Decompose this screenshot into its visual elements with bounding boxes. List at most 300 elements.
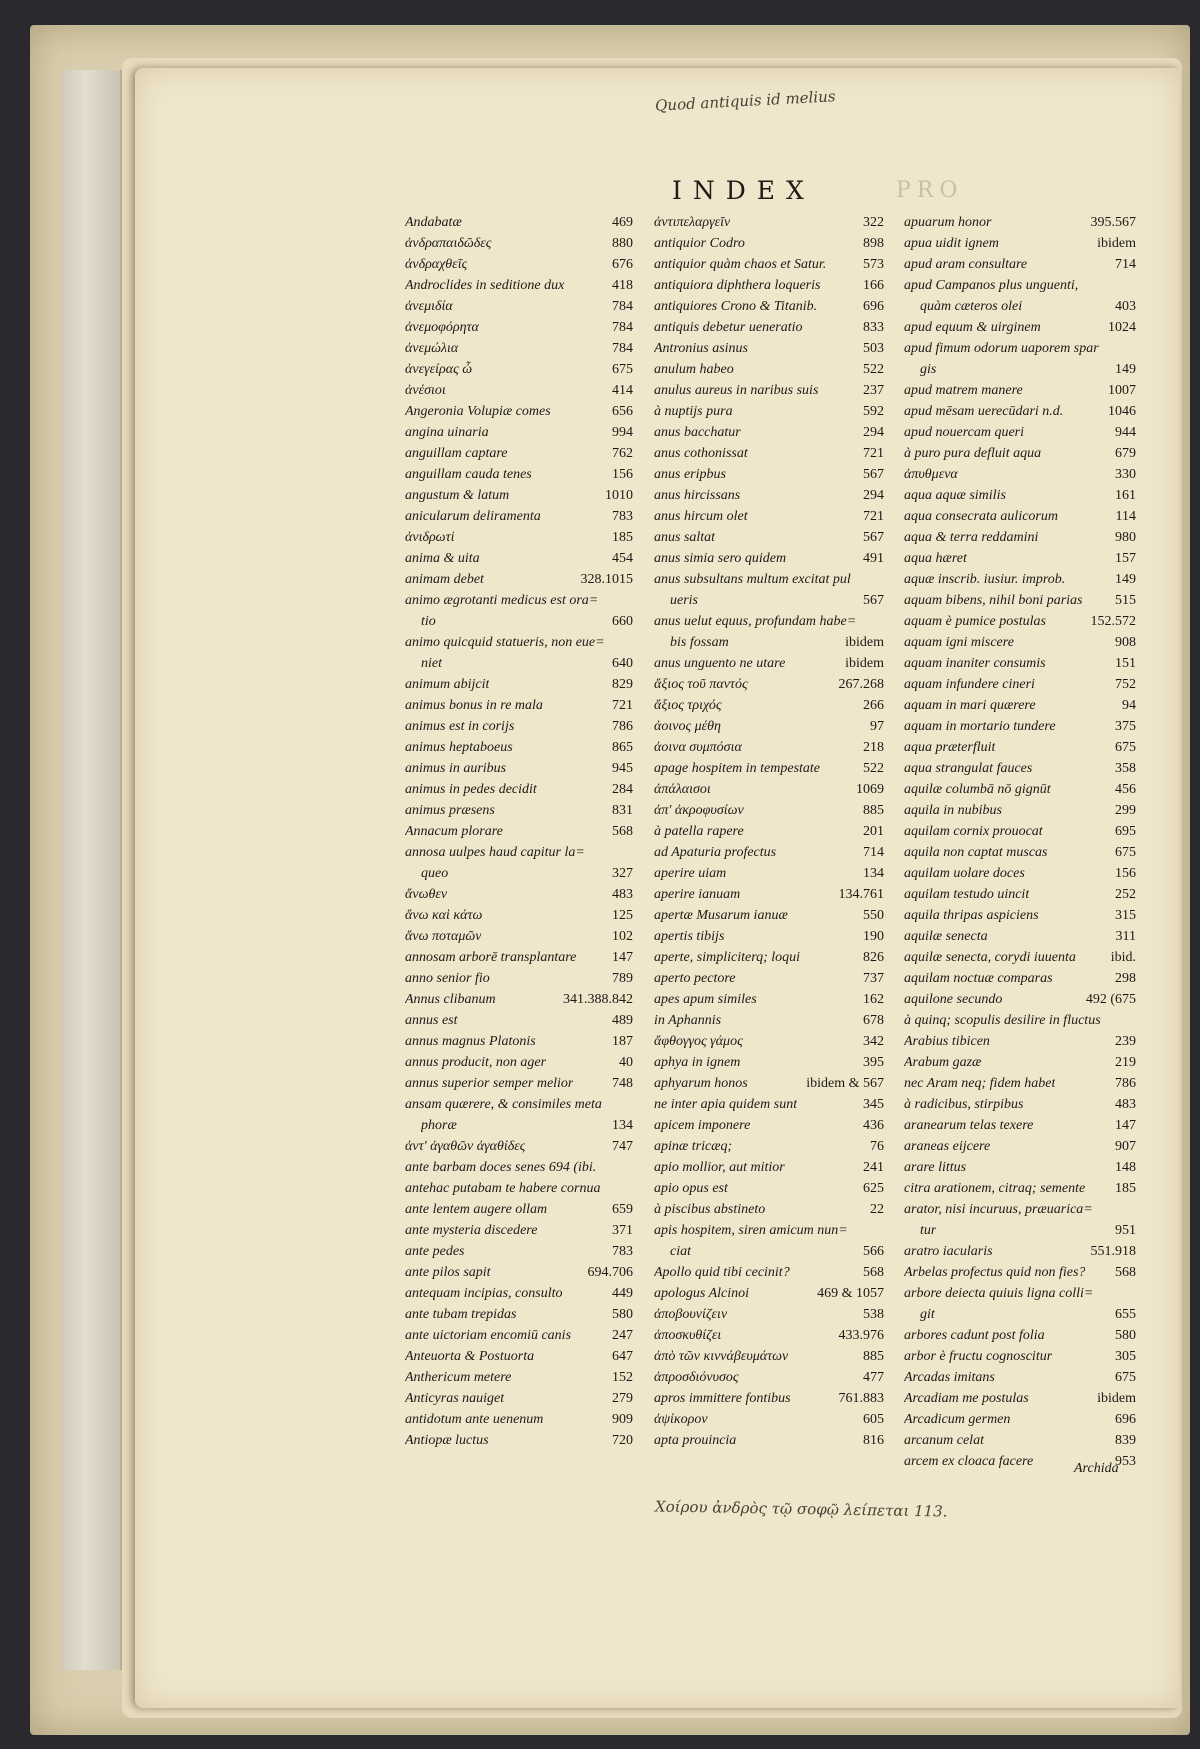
entry-term: ἀπυθμενα	[904, 467, 958, 482]
entry-page-ref: 166	[863, 278, 884, 293]
entry-page-ref: 551.918	[1090, 1244, 1136, 1259]
entry-term: aranearum telas texere	[904, 1118, 1034, 1133]
entry-page-ref: 592	[863, 404, 884, 419]
entry-term: aquilone secundo	[904, 992, 1003, 1007]
index-entry	[654, 275, 884, 296]
entry-term: antiquis debetur ueneratio	[654, 320, 803, 335]
index-entry	[904, 632, 1136, 653]
entry-page-ref: 675	[1115, 845, 1136, 860]
entry-page-ref: 149	[1115, 572, 1136, 587]
entry-term: ἀπάλαισοι	[654, 782, 711, 797]
index-entry	[904, 569, 1136, 590]
index-entry	[405, 254, 633, 275]
entry-page-ref: 786	[1115, 1076, 1136, 1091]
entry-term: ante lentem augere ollam	[405, 1202, 548, 1217]
index-entry	[405, 1157, 633, 1178]
index-entry	[405, 590, 633, 611]
entry-page-ref: 134	[612, 1118, 633, 1133]
entry-term: anus subsultans multum excitat pul	[654, 572, 851, 587]
entry-term: Anteuorta & Postuorta	[405, 1349, 535, 1364]
entry-page-ref: 342	[863, 1034, 884, 1049]
entry-term: anus eripbus	[654, 467, 726, 482]
entry-term: git	[920, 1307, 935, 1322]
entry-page-ref: 358	[1115, 761, 1136, 776]
entry-page-ref: 786	[612, 719, 633, 734]
index-entry	[904, 653, 1136, 674]
entry-page-ref: 784	[612, 320, 633, 335]
index-entry	[405, 1115, 633, 1136]
entry-page-ref: 737	[863, 971, 884, 986]
entry-page-ref: 714	[1115, 257, 1136, 272]
entry-page-ref: 247	[612, 1328, 633, 1343]
entry-term: ante mysteria discedere	[405, 1223, 538, 1238]
index-entry	[904, 1010, 1136, 1031]
index-entry	[904, 548, 1136, 569]
book-spine	[62, 70, 122, 1670]
entry-term: Arabius tibicen	[904, 1034, 990, 1049]
entry-term: anima & uita	[405, 551, 480, 566]
index-entry	[904, 1199, 1136, 1220]
entry-page-ref: 114	[1115, 509, 1136, 524]
entry-page-ref: 1007	[1108, 383, 1136, 398]
entry-page-ref: 625	[863, 1181, 884, 1196]
entry-term: ἄνω ποταμῶν	[405, 929, 482, 944]
index-entry	[904, 1136, 1136, 1157]
entry-page-ref: 522	[863, 362, 884, 377]
entry-page-ref: 469	[612, 215, 633, 230]
index-entry	[904, 674, 1136, 695]
entry-page-ref: 298	[1115, 971, 1136, 986]
entry-page-ref: 152	[612, 1370, 633, 1385]
entry-term: Anticyras nauiget	[405, 1391, 505, 1406]
entry-page-ref: 418	[612, 278, 633, 293]
entry-page-ref: 944	[1115, 425, 1136, 440]
entry-page-ref: 503	[863, 341, 884, 356]
entry-term: animum abijcit	[405, 677, 490, 692]
entry-term: aquilam cornix prouocat	[904, 824, 1043, 839]
index-entry	[405, 905, 633, 926]
entry-term: anicularum deliramenta	[405, 509, 541, 524]
entry-page-ref: 483	[612, 887, 633, 902]
entry-term: aquilam noctuæ comparas	[904, 971, 1053, 986]
index-entry	[654, 989, 884, 1010]
entry-page-ref: 492 (675	[1085, 992, 1136, 1007]
entry-page-ref: 568	[612, 824, 633, 839]
entry-page-ref: 267.268	[838, 677, 884, 692]
index-entry	[904, 1388, 1136, 1409]
entry-term: apicem imponere	[654, 1118, 751, 1133]
index-entry	[654, 863, 884, 884]
entry-page-ref: 783	[612, 509, 633, 524]
entry-term: Apollo quid tibi cecinit?	[654, 1265, 790, 1280]
entry-term: animus heptaboeus	[405, 740, 513, 755]
entry-term: ἄφθογγος γάμος	[654, 1034, 743, 1049]
entry-term: ἀπὸ τῶν κιννάβευμάτων	[654, 1349, 789, 1364]
entry-page-ref: 219	[1115, 1055, 1136, 1070]
entry-term: animo quicquid statueris, non eue=	[405, 635, 605, 650]
index-entry	[904, 1157, 1136, 1178]
entry-page-ref: 148	[1115, 1160, 1136, 1175]
index-entry	[904, 1325, 1136, 1346]
index-entry	[904, 1241, 1136, 1262]
entry-term: ἄνω καὶ κάτω	[405, 908, 483, 923]
entry-page-ref: 907	[1115, 1139, 1136, 1154]
entry-page-ref: 826	[863, 950, 884, 965]
entry-page-ref: 761.883	[838, 1391, 884, 1406]
index-entry	[405, 1367, 633, 1388]
index-column-1	[405, 212, 633, 1451]
index-entry	[654, 1031, 884, 1052]
entry-term: anulus aureus in naribus suis	[654, 383, 819, 398]
index-entry	[904, 1409, 1136, 1430]
index-entry	[405, 1325, 633, 1346]
entry-term: antiquior Codro	[654, 236, 745, 251]
entry-term: Arcadicum germen	[904, 1412, 1011, 1427]
index-entry	[405, 359, 633, 380]
entry-term: ἀνδραπαιδῶδες	[405, 236, 492, 251]
index-entry	[654, 968, 884, 989]
index-entry	[405, 1388, 633, 1409]
index-entry	[405, 275, 633, 296]
entry-page-ref: 134.761	[838, 887, 884, 902]
entry-page-ref: 789	[612, 971, 633, 986]
entry-page-ref: 721	[863, 509, 884, 524]
index-entry	[654, 947, 884, 968]
index-entry	[405, 338, 633, 359]
entry-term: angina uinaria	[405, 425, 489, 440]
entry-page-ref: 489	[612, 1013, 633, 1028]
entry-term: ἀνεμοφόρητα	[405, 320, 479, 335]
entry-term: à nuptijs pura	[654, 404, 733, 419]
entry-term: apros immittere fontibus	[654, 1391, 791, 1406]
entry-page-ref: 328.1015	[580, 572, 633, 587]
entry-page-ref: 305	[1115, 1349, 1136, 1364]
index-entry	[654, 800, 884, 821]
index-entry	[904, 989, 1136, 1010]
entry-term: ἀνεμώλια	[405, 341, 459, 356]
entry-term: apinæ tricæq;	[654, 1139, 733, 1154]
entry-page-ref: 696	[1115, 1412, 1136, 1427]
entry-term: ἀντιπελαργεῖν	[654, 215, 731, 230]
index-entry	[654, 401, 884, 422]
entry-page-ref: 980	[1115, 530, 1136, 545]
entry-page-ref: 1024	[1108, 320, 1136, 335]
index-entry	[654, 779, 884, 800]
entry-page-ref: 102	[612, 929, 633, 944]
index-entry	[654, 1157, 884, 1178]
entry-page-ref: 831	[612, 803, 633, 818]
entry-term: ἀνιδρωτί	[405, 530, 455, 545]
entry-term: apud aram consultare	[904, 257, 1028, 272]
entry-term: anulum habeo	[654, 362, 734, 377]
entry-page-ref: 403	[1115, 299, 1136, 314]
entry-term: phoræ	[421, 1118, 457, 1133]
entry-page-ref: 647	[612, 1349, 633, 1364]
entry-term: ἀοινος μέθη	[654, 719, 721, 734]
index-entry	[904, 359, 1136, 380]
entry-page-ref: 156	[1115, 866, 1136, 881]
index-entry	[904, 1094, 1136, 1115]
index-entry	[904, 485, 1136, 506]
index-entry	[654, 1136, 884, 1157]
entry-page-ref: 655	[1115, 1307, 1136, 1322]
index-entry	[654, 842, 884, 863]
entry-page-ref: 454	[612, 551, 633, 566]
entry-page-ref: 456	[1115, 782, 1136, 797]
entry-term: ἀνδραχθεῖς	[405, 257, 468, 272]
entry-page-ref: 147	[1115, 1118, 1136, 1133]
entry-term: aqua hæret	[904, 551, 967, 566]
index-entry	[904, 842, 1136, 863]
entry-page-ref: 748	[612, 1076, 633, 1091]
entry-term: annus superior semper melior	[405, 1076, 574, 1091]
index-entry	[654, 1430, 884, 1451]
index-entry	[654, 233, 884, 254]
entry-term: annus producit, non ager	[405, 1055, 547, 1070]
index-entry	[904, 863, 1136, 884]
entry-term: aperto pectore	[654, 971, 736, 986]
entry-term: annus est	[405, 1013, 458, 1028]
entry-term: ἀνεμιδία	[405, 299, 453, 314]
entry-term: aquam infundere cineri	[904, 677, 1035, 692]
entry-page-ref: 816	[863, 1433, 884, 1448]
entry-page-ref: 134	[863, 866, 884, 881]
entry-page-ref: 237	[863, 383, 884, 398]
entry-term: à piscibus abstineto	[654, 1202, 766, 1217]
show-through-heading: PRO	[896, 178, 964, 203]
entry-term: nec Aram neq; fidem habet	[904, 1076, 1056, 1091]
index-entry	[405, 716, 633, 737]
entry-page-ref: 76	[870, 1139, 884, 1154]
index-entry	[405, 632, 633, 653]
index-entry	[654, 1388, 884, 1409]
index-entry	[405, 401, 633, 422]
index-entry	[904, 716, 1136, 737]
entry-term: apertæ Musarum ianuæ	[654, 908, 788, 923]
index-entry	[654, 1220, 884, 1241]
entry-term: aquam in mortario tundere	[904, 719, 1056, 734]
entry-page-ref: 341.388.842	[563, 992, 633, 1007]
entry-term: aquila thripas aspiciens	[904, 908, 1039, 923]
entry-page-ref: 345	[863, 1097, 884, 1112]
entry-page-ref: 580	[612, 1307, 633, 1322]
entry-page-ref: 241	[863, 1160, 884, 1175]
entry-term: antehac putabam te habere cornua	[405, 1181, 601, 1196]
entry-page-ref: 676	[612, 257, 633, 272]
entry-page-ref: 433.976	[838, 1328, 884, 1343]
entry-term: arbor è fructu cognoscitur	[904, 1349, 1053, 1364]
entry-page-ref: 659	[612, 1202, 633, 1217]
index-entry	[654, 296, 884, 317]
entry-page-ref: 294	[863, 488, 884, 503]
entry-term: araneas eijcere	[904, 1139, 991, 1154]
entry-page-ref: 675	[1115, 1370, 1136, 1385]
index-entry	[405, 1283, 633, 1304]
index-entry	[904, 737, 1136, 758]
entry-term: Andabatæ	[405, 215, 462, 230]
entry-page-ref: 880	[612, 236, 633, 251]
entry-page-ref: 747	[612, 1139, 633, 1154]
index-entry	[904, 296, 1136, 317]
entry-term: apes apum similes	[654, 992, 757, 1007]
index-entry	[654, 1115, 884, 1136]
entry-page-ref: 491	[863, 551, 884, 566]
entry-term: apud matrem manere	[904, 383, 1023, 398]
index-entry	[904, 1262, 1136, 1283]
index-entry	[904, 611, 1136, 632]
entry-page-ref: 201	[863, 824, 884, 839]
index-entry	[654, 821, 884, 842]
entry-term: arator, nisi incuruus, præuarica=	[904, 1202, 1093, 1217]
entry-page-ref: 315	[1115, 908, 1136, 923]
entry-page-ref: 185	[1115, 1181, 1136, 1196]
index-entry	[405, 1262, 633, 1283]
index-entry	[904, 758, 1136, 779]
handwritten-note-top: Quod antiquis id melius	[654, 87, 836, 115]
index-entry	[904, 380, 1136, 401]
entry-term: ansam quærere, & consimiles meta	[405, 1097, 602, 1112]
catchword: Archida	[1074, 1461, 1119, 1476]
entry-page-ref: 721	[863, 446, 884, 461]
entry-page-ref: 1069	[856, 782, 884, 797]
entry-term: tio	[421, 614, 436, 629]
entry-term: aquila non captat muscas	[904, 845, 1048, 860]
entry-term: ne inter apia quidem sunt	[654, 1097, 798, 1112]
entry-term: anus cothonissat	[654, 446, 748, 461]
index-entry	[654, 1325, 884, 1346]
index-entry	[654, 1346, 884, 1367]
index-entry	[405, 1241, 633, 1262]
index-entry	[654, 737, 884, 758]
entry-term: apud Campanos plus unguenti,	[904, 278, 1079, 293]
index-entry	[654, 674, 884, 695]
index-entry	[654, 422, 884, 443]
entry-page-ref: 784	[612, 299, 633, 314]
index-entry	[654, 905, 884, 926]
entry-term: Anthericum metere	[405, 1370, 512, 1385]
index-entry	[904, 527, 1136, 548]
index-column-3	[904, 212, 1136, 1472]
index-entry	[654, 611, 884, 632]
index-entry	[405, 800, 633, 821]
entry-term: animus in auribus	[405, 761, 507, 776]
index-entry	[904, 1367, 1136, 1388]
entry-term: animo ægrotanti medicus est ora=	[405, 593, 599, 608]
entry-term: arare littus	[904, 1160, 967, 1175]
index-entry	[405, 296, 633, 317]
entry-page-ref: 784	[612, 341, 633, 356]
entry-term: apio mollior, aut mitior	[654, 1160, 785, 1175]
index-entry	[904, 1220, 1136, 1241]
entry-page-ref: 953	[1115, 1454, 1136, 1469]
index-entry	[904, 338, 1136, 359]
entry-page-ref: 675	[1115, 740, 1136, 755]
entry-term: apologus Alcinoi	[654, 1286, 750, 1301]
entry-term: Angeronia Volupiæ comes	[405, 404, 551, 419]
index-entry	[654, 1052, 884, 1073]
entry-page-ref: 580	[1115, 1328, 1136, 1343]
index-entry	[904, 464, 1136, 485]
index-entry	[904, 1346, 1136, 1367]
entry-page-ref: 675	[612, 362, 633, 377]
index-entry	[405, 527, 633, 548]
entry-page-ref: 573	[863, 257, 884, 272]
entry-page-ref: 679	[1115, 446, 1136, 461]
entry-term: apta prouincia	[654, 1433, 737, 1448]
entry-term: animus præsens	[405, 803, 495, 818]
entry-term: Androclides in seditione dux	[405, 278, 565, 293]
entry-term: antequam incipias, consulto	[405, 1286, 563, 1301]
index-entry	[654, 1178, 884, 1199]
index-entry	[405, 422, 633, 443]
entry-page-ref: ibidem	[1097, 1391, 1136, 1406]
entry-page-ref: 483	[1115, 1097, 1136, 1112]
index-entry	[654, 338, 884, 359]
index-entry	[654, 443, 884, 464]
entry-term: à quinq; scopulis desilire in fluctus	[904, 1013, 1101, 1028]
entry-page-ref: 449	[612, 1286, 633, 1301]
entry-page-ref: 299	[1115, 803, 1136, 818]
entry-term: ueris	[670, 593, 698, 608]
index-entry	[654, 506, 884, 527]
entry-page-ref: ibid.	[1110, 950, 1136, 965]
entry-page-ref: 149	[1115, 362, 1136, 377]
index-entry	[904, 926, 1136, 947]
index-entry	[405, 1409, 633, 1430]
entry-page-ref: 568	[863, 1265, 884, 1280]
entry-page-ref: 696	[863, 299, 884, 314]
entry-page-ref: 371	[612, 1223, 633, 1238]
handwritten-note-bottom: Χοίρου ἀνδρὸς τῷ σοφῷ λείπεται 113.	[654, 1497, 948, 1521]
index-entry	[405, 653, 633, 674]
entry-term: aratro iacularis	[904, 1244, 993, 1259]
entry-term: antiquior quàm chaos et Satur.	[654, 257, 827, 272]
entry-page-ref: 266	[863, 698, 884, 713]
entry-page-ref: 752	[1115, 677, 1136, 692]
entry-term: ante barbam doces senes 694 (ibi.	[405, 1160, 597, 1175]
entry-page-ref: 436	[863, 1118, 884, 1133]
index-entry	[904, 422, 1136, 443]
entry-term: aquila in nubibus	[904, 803, 1003, 818]
index-entry	[904, 905, 1136, 926]
page-title: INDEX	[672, 176, 815, 205]
entry-page-ref: 660	[612, 614, 633, 629]
entry-term: Arcadiam me postulas	[904, 1391, 1029, 1406]
index-entry	[405, 548, 633, 569]
index-entry	[405, 1052, 633, 1073]
index-entry	[654, 1409, 884, 1430]
index-entry	[904, 884, 1136, 905]
index-entry	[405, 821, 633, 842]
entry-page-ref: 147	[612, 950, 633, 965]
entry-page-ref: 678	[863, 1013, 884, 1028]
entry-page-ref: 185	[612, 530, 633, 545]
index-entry	[654, 1010, 884, 1031]
entry-page-ref: ibidem	[845, 656, 884, 671]
entry-term: anno senior fio	[405, 971, 490, 986]
entry-page-ref: 187	[612, 1034, 633, 1049]
entry-term: animus in pedes decidit	[405, 782, 537, 797]
entry-term: antiquiores Crono & Titanib.	[654, 299, 818, 314]
entry-page-ref: 190	[863, 929, 884, 944]
entry-page-ref: 311	[1115, 929, 1136, 944]
entry-term: à patella rapere	[654, 824, 744, 839]
entry-page-ref: 951	[1115, 1223, 1136, 1238]
entry-term: arcem ex cloaca facere	[904, 1454, 1034, 1469]
entry-term: ante uictoriam encomiū canis	[405, 1328, 572, 1343]
entry-term: ante pedes	[405, 1244, 465, 1259]
index-entry	[405, 968, 633, 989]
